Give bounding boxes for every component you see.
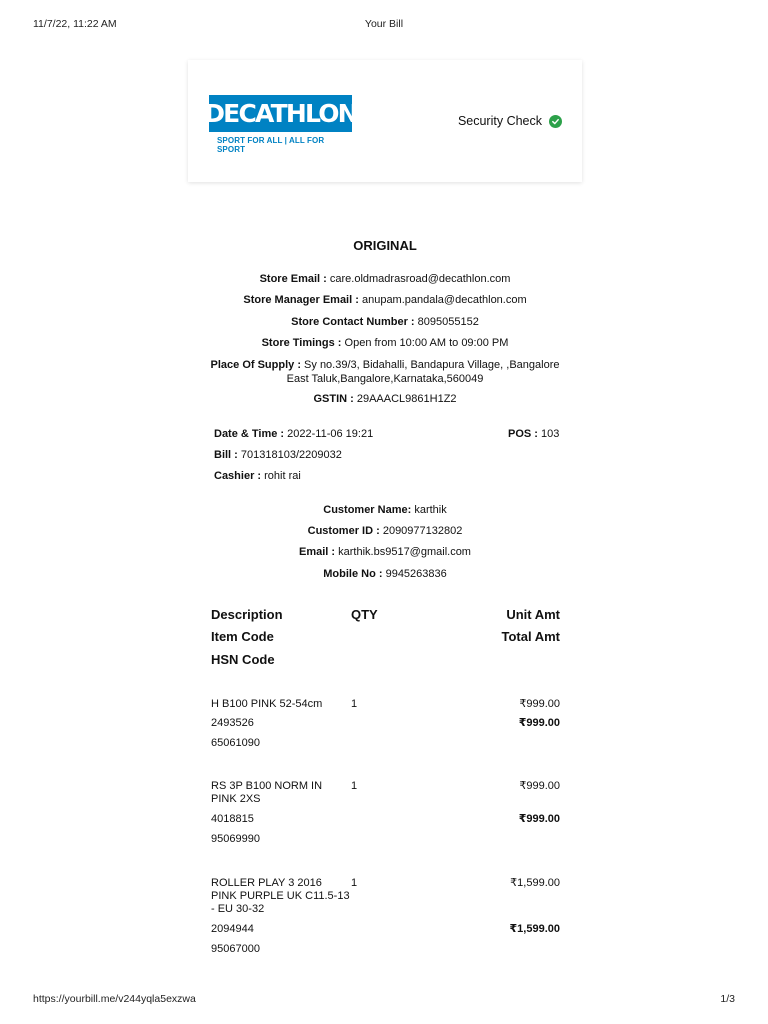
customer-email-label: Email : (299, 546, 336, 558)
store-timings-line (188, 337, 582, 349)
pos: 103 (541, 428, 560, 440)
place-of-supply (188, 358, 582, 386)
item-code: 4018815 (211, 813, 254, 825)
item-total-amt: ₹1,599.00 (509, 923, 560, 935)
store-contact: 8095055152 (417, 316, 479, 328)
customer-name-line (188, 504, 582, 516)
gstin-label: GSTIN : (313, 393, 354, 405)
customer-id-line (188, 525, 582, 537)
header-card (188, 60, 582, 182)
print-title: Your Bill (364, 18, 404, 30)
store-contact-line (188, 316, 582, 328)
print-date: 11/7/22, 11:22 AM (33, 18, 117, 30)
header-hsn-code: HSN Code (211, 652, 275, 667)
customer-mobile: 9945263836 (385, 568, 447, 580)
store-contact-label: Store Contact Number : (291, 316, 415, 328)
logo-tagline: SPORT FOR ALL | ALL FOR SPORT (217, 136, 325, 154)
check-circle-icon (549, 115, 562, 128)
item-hsn: 95067000 (211, 943, 260, 955)
item-qty: 1 (351, 877, 358, 889)
item-hsn: 95069990 (211, 833, 260, 845)
datetime-label: Date & Time : (214, 428, 285, 440)
bill-number-line (214, 449, 342, 461)
pos-line (508, 428, 559, 440)
supply-line-2: East Taluk,Bangalore,Karnataka,560049 (286, 373, 484, 385)
page-number: 1/3 (720, 993, 735, 1005)
cashier-line (214, 470, 301, 482)
customer-email: karthik.bs9517@gmail.com (338, 546, 471, 558)
customer-mobile-label: Mobile No : (323, 568, 383, 580)
item-qty: 1 (351, 698, 358, 710)
header-qty: QTY (351, 607, 378, 622)
security-check (458, 114, 562, 128)
customer-id-label: Customer ID : (307, 525, 380, 537)
item-description-line-1: ROLLER PLAY 3 2016 (211, 877, 322, 889)
decathlon-logo (204, 95, 357, 154)
item-description-line-2: PINK 2XS (211, 793, 261, 805)
store-timings: Open from 10:00 AM to 09:00 PM (344, 337, 509, 349)
logo-wordmark: DECATHLON (209, 95, 352, 132)
bill-label: Bill : (214, 449, 238, 461)
store-email-label: Store Email : (259, 273, 327, 285)
item-unit-amt: ₹999.00 (519, 698, 560, 710)
gstin-line (188, 393, 582, 405)
item-description: H B100 PINK 52-54cm (211, 698, 323, 710)
item-description-line-2: PINK PURPLE UK C11.5-13 (211, 890, 350, 902)
header-item-code: Item Code (211, 629, 274, 644)
item-description-line-1: RS 3P B100 NORM IN (211, 780, 323, 792)
item-description-line-3: - EU 30-32 (211, 903, 265, 915)
security-label: Security Check (457, 114, 542, 128)
item-code: 2094944 (211, 923, 254, 935)
store-timings-label: Store Timings : (261, 337, 342, 349)
original-label: ORIGINAL (353, 238, 417, 253)
bill-number: 701318103/2209032 (240, 449, 342, 461)
store-manager-email-label: Store Manager Email : (243, 294, 359, 306)
item-description (211, 780, 322, 806)
customer-name: karthik (414, 504, 447, 516)
pos-label: POS : (508, 428, 538, 440)
header-unit-amt: Unit Amt (506, 607, 560, 622)
customer-mobile-line (188, 568, 582, 580)
cashier-label: Cashier : (214, 470, 262, 482)
item-unit-amt: ₹999.00 (519, 780, 560, 792)
item-total-amt: ₹999.00 (518, 813, 560, 825)
print-url[interactable]: https://yourbill.me/v244yqla5exzwa (33, 993, 196, 1005)
supply-label: Place Of Supply : (210, 359, 301, 371)
item-hsn: 65061090 (211, 737, 260, 749)
item-total-amt: ₹999.00 (518, 717, 560, 729)
customer-id: 2090977132802 (382, 525, 463, 537)
item-unit-amt: ₹1,599.00 (510, 877, 560, 889)
bill-datetime: 2022-11-06 19:21 (287, 428, 374, 440)
header-description: Description (211, 607, 283, 622)
store-manager-email-line (188, 294, 582, 306)
customer-email-line (188, 546, 582, 558)
item-description (211, 877, 350, 916)
bill-datetime-line (214, 428, 373, 440)
customer-name-label: Customer Name: (323, 504, 412, 516)
store-manager-email: anupam.pandala@decathlon.com (361, 294, 527, 306)
store-email: care.oldmadrasroad@decathlon.com (329, 273, 511, 285)
cashier: rohit rai (264, 470, 301, 482)
item-qty: 1 (351, 780, 358, 792)
store-email-line (188, 273, 582, 285)
supply-line-1: Sy no.39/3, Bidahalli, Bandapura Village, ,Bangalore (304, 359, 560, 371)
gstin: 29AAACL9861H1Z2 (356, 393, 457, 405)
header-total-amt: Total Amt (501, 629, 560, 644)
item-code: 2493526 (211, 717, 254, 729)
